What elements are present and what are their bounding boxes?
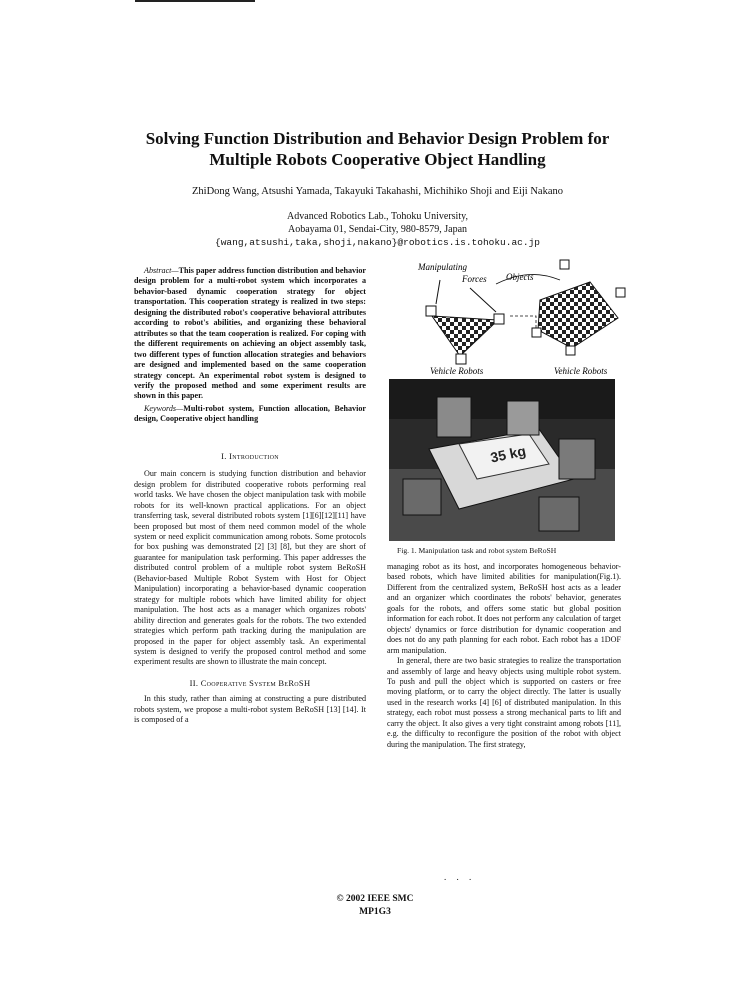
label-manipulating: Manipulating <box>418 262 467 272</box>
left-vehicle-robot-1 <box>426 306 436 316</box>
top-rule <box>135 0 255 2</box>
left-column <box>134 266 366 726</box>
keywords-label: Keywords— <box>144 403 184 413</box>
right-vehicle-robot-1 <box>560 260 569 269</box>
left-object-triangle <box>432 316 498 356</box>
photo-robot-5 <box>539 497 579 531</box>
right-paragraph-2: In general, there are two basic strategies to realize the transportation and assembly of large and heavy objects using multiple robot system. To push and pull the object which is supported on casters or free moving platform, or to carry the object directly. The latter is usually used in the research works [4] [6] of distributed manipulation. In this strategy, each robot must possess a strong mechanical parts to lift and carry the object. It also gives a very tight constraint among robots [11], e.g. the difficulty to reconfigure the position of the robot with object during the manipulation. The first strategy, <box>387 656 621 749</box>
photo-robot-2 <box>507 401 539 435</box>
authors: ZhiDong Wang, Atsushi Yamada, Takayuki Takahashi, Michihiko Shoji and Eiji Nakano <box>192 186 563 197</box>
figure-caption: Fig. 1. Manipulation task and robot system BeRoSH <box>397 546 557 555</box>
affiliation <box>60 210 695 249</box>
keywords <box>134 404 366 425</box>
right-object-shape <box>538 282 618 348</box>
footer-copyright: © 2002 IEEE SMC <box>336 894 414 904</box>
photo-sign-text: 35 kg <box>488 442 528 466</box>
photo-wall <box>389 379 615 419</box>
right-object-group <box>532 260 625 355</box>
section-heading-cooperative-system: II. Cooperative System BeRoSH <box>189 677 311 688</box>
label-vehicle-robots-left: Vehicle Robots <box>430 366 484 376</box>
right-column <box>387 562 621 750</box>
right-paragraph-1: managing robot as its host, and incorporates homogeneous behavior-based robots, which have limited abilities for manipulation(Fig.1). Different from the centralized system, BeRoSH host acts as a leader and an organizer which coordinates the robots' behavior, generates goals for the robots, and offers some static but global position information for each robot. It does not perform any calculation of target objects' dynamics or force distribution for dynamic cooperation and does not do any path planning for each robot. Each robot has a 1DOF arm manipulation. <box>387 562 621 655</box>
section-heading-introduction: I. Introduction <box>221 450 279 461</box>
keywords-text: Multi-robot system, Function allocation, Behavior design, Cooperative object handling <box>134 403 366 424</box>
affiliation-line-2: Aobayama 01, Sendai-City, 980-8579, Japan <box>287 224 468 235</box>
photo-robot-1 <box>437 397 471 437</box>
force-arrow-2 <box>470 288 496 312</box>
label-vehicle-robots-right: Vehicle Robots <box>554 366 608 376</box>
affiliation-line-1: Advanced Robotics Lab., Tohoku University, <box>287 211 468 222</box>
section2-paragraph: In this study, rather than aiming at constructing a pure distributed robots system, we propose a multi-robot system BeRoSH [13] [14]. It is composed of a <box>134 694 366 725</box>
page-footer <box>300 893 450 919</box>
paper-title <box>60 128 695 170</box>
right-vehicle-robot-4 <box>532 328 541 337</box>
photo-robot-3 <box>559 439 595 479</box>
affiliation-email: {wang,atsushi,taka,shoji,nakano}@robotics.is.tohoku.ac.jp <box>215 237 540 248</box>
abstract-text: This paper address function distribution and behavior design problem for a multi-robot system which incorporates a behavior-based dynamic cooperation strategy for object transportation. This cooperation strategy is realized in two steps: designing the distributed robot's cooperative behavioral attributes according to robot's abilities, and organizing these behavioral attributes so that the team cooperation is realized. For coping with the different requirements on achieving an object assembly task, two different types of function allocation strategies and behaviors are designed and implemented based on the same cooperation strategy concept. An experimental robot system is designed to verify the proposed method and some experiment results are shown in this paper. <box>134 266 366 401</box>
left-vehicle-robot-2 <box>494 314 504 324</box>
figure-diagram <box>410 258 628 376</box>
label-objects: Objects <box>506 272 534 282</box>
scan-dots: . . . <box>444 872 476 882</box>
force-arrow-1 <box>436 280 440 304</box>
abstract <box>134 266 366 402</box>
title-line-1: Solving Function Distribution and Behavior Design Problem for <box>145 129 610 148</box>
abstract-label: Abstract— <box>144 266 179 275</box>
right-vehicle-robot-3 <box>566 346 575 355</box>
footer-code: MP1G3 <box>359 907 391 917</box>
photo-robot-4 <box>403 479 441 515</box>
title-line-2: Multiple Robots Cooperative Object Handling <box>209 150 546 169</box>
right-vehicle-robot-2 <box>616 288 625 297</box>
left-object-group <box>426 280 504 364</box>
left-vehicle-robot-3 <box>456 354 466 364</box>
figure-photo <box>389 379 615 541</box>
label-forces: Forces <box>462 274 487 284</box>
introduction-paragraph: Our main concern is studying function distribution and behavior design problem for distributed cooperative robots performing real world tasks. We have chosen the object manipulation task with mobile robots for its well-known practical applications. For an object transferring task, several distributed robots system [1][6][12][11] have been proposed but most of them need common model of the whole system or need explicit communication among robots. Some protocols for box pushing was demonstrated [2] [3] [8], but they are short of guarantee for manipulation task performing. This paper addresses the distributed control problem of a multiple robot system BeRoSH (Behavior-based Multiple Robot System with Host for Object Manipulation) incorporating a behavior-based dynamic cooperation strategy for multiple robots which have limited ability for object manipulation. The host acts as a manager which organizes robots' ability direction and generates goals for the robots. The two extended strategies which perform path tracking during the manipulation are proposed in the paper for object assembly task. An experimental system is designed to verify the proposed control method and some experiment results are shown to illustrate the main concept. <box>134 469 366 667</box>
